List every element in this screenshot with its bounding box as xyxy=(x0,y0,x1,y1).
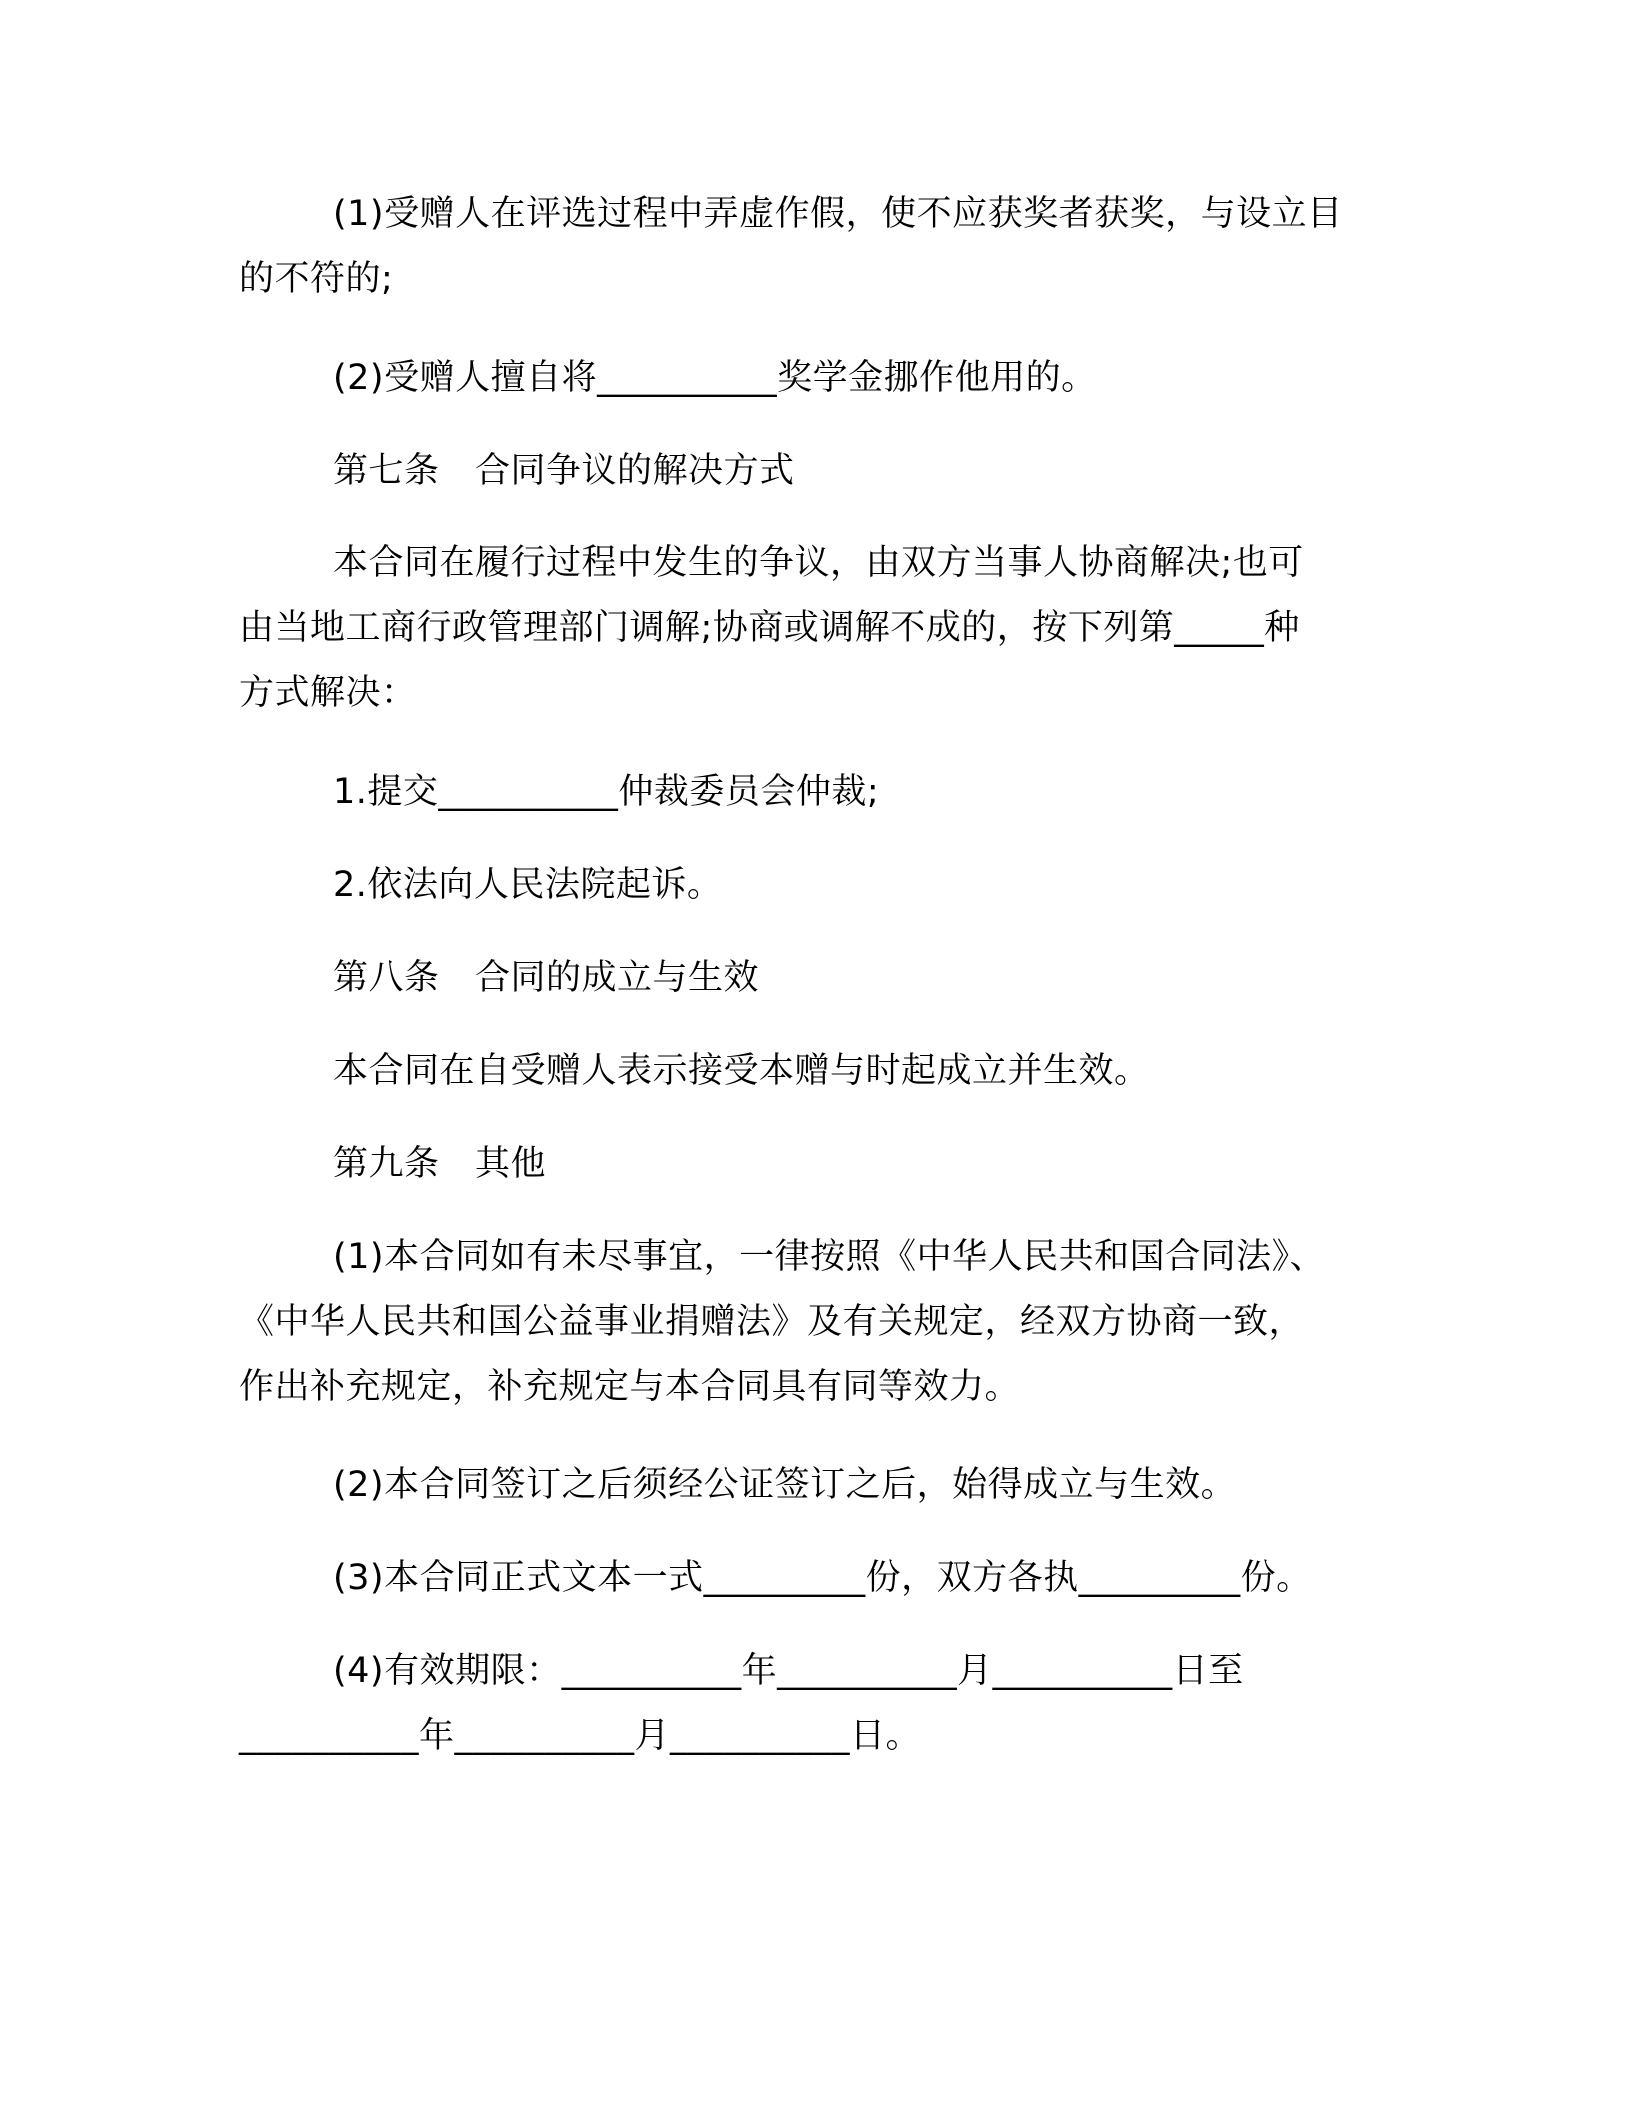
paragraph-line: 方式解决： xyxy=(239,673,417,713)
article-heading: 第七条 合同争议的解决方式 xyxy=(333,451,795,491)
paragraph-line: 本合同在履行过程中发生的争议，由双方当事人协商解决;也可 xyxy=(333,543,1304,583)
paragraph-line: 2.依法向人民法院起诉。 xyxy=(333,865,723,905)
paragraph-line: 《中华人民共和国公益事业捐赠法》及有关规定，经双方协商一致， xyxy=(239,1302,1305,1342)
paragraph-line: 本合同在自受赠人表示接受本赠与时起成立并生效。 xyxy=(333,1051,1150,1091)
paragraph-line: 的不符的; xyxy=(239,259,394,299)
paragraph-line: (3)本合同正式文本一式_________份，双方各执_________份。 xyxy=(333,1558,1312,1598)
paragraph-line: (2)受赠人擅自将__________奖学金挪作他用的。 xyxy=(333,358,1097,398)
article-heading: 第九条 其他 xyxy=(333,1144,547,1184)
paragraph-line: (1)本合同如有未尽事宜，一律按照《中华人民共和国合同法》、 xyxy=(333,1237,1326,1277)
paragraph-line: 由当地工商行政管理部门调解;协商或调解不成的，按下列第_____种 xyxy=(239,608,1300,648)
paragraph-line: (1)受赠人在评选过程中弄虚作假，使不应获奖者获奖，与设立目 xyxy=(333,194,1343,234)
paragraph-line: 作出补充规定，补充规定与本合同具有同等效力。 xyxy=(239,1367,1021,1407)
paragraph-line: (2)本合同签订之后须经公证签订之后，始得成立与生效。 xyxy=(333,1465,1237,1505)
paragraph-line: 1.提交__________仲裁委员会仲裁; xyxy=(333,772,880,812)
article-heading: 第八条 合同的成立与生效 xyxy=(333,958,760,998)
paragraph-line: (4)有效期限：__________年__________月__________日至 xyxy=(333,1651,1244,1691)
paragraph-line: __________年__________月__________日。 xyxy=(239,1716,922,1756)
